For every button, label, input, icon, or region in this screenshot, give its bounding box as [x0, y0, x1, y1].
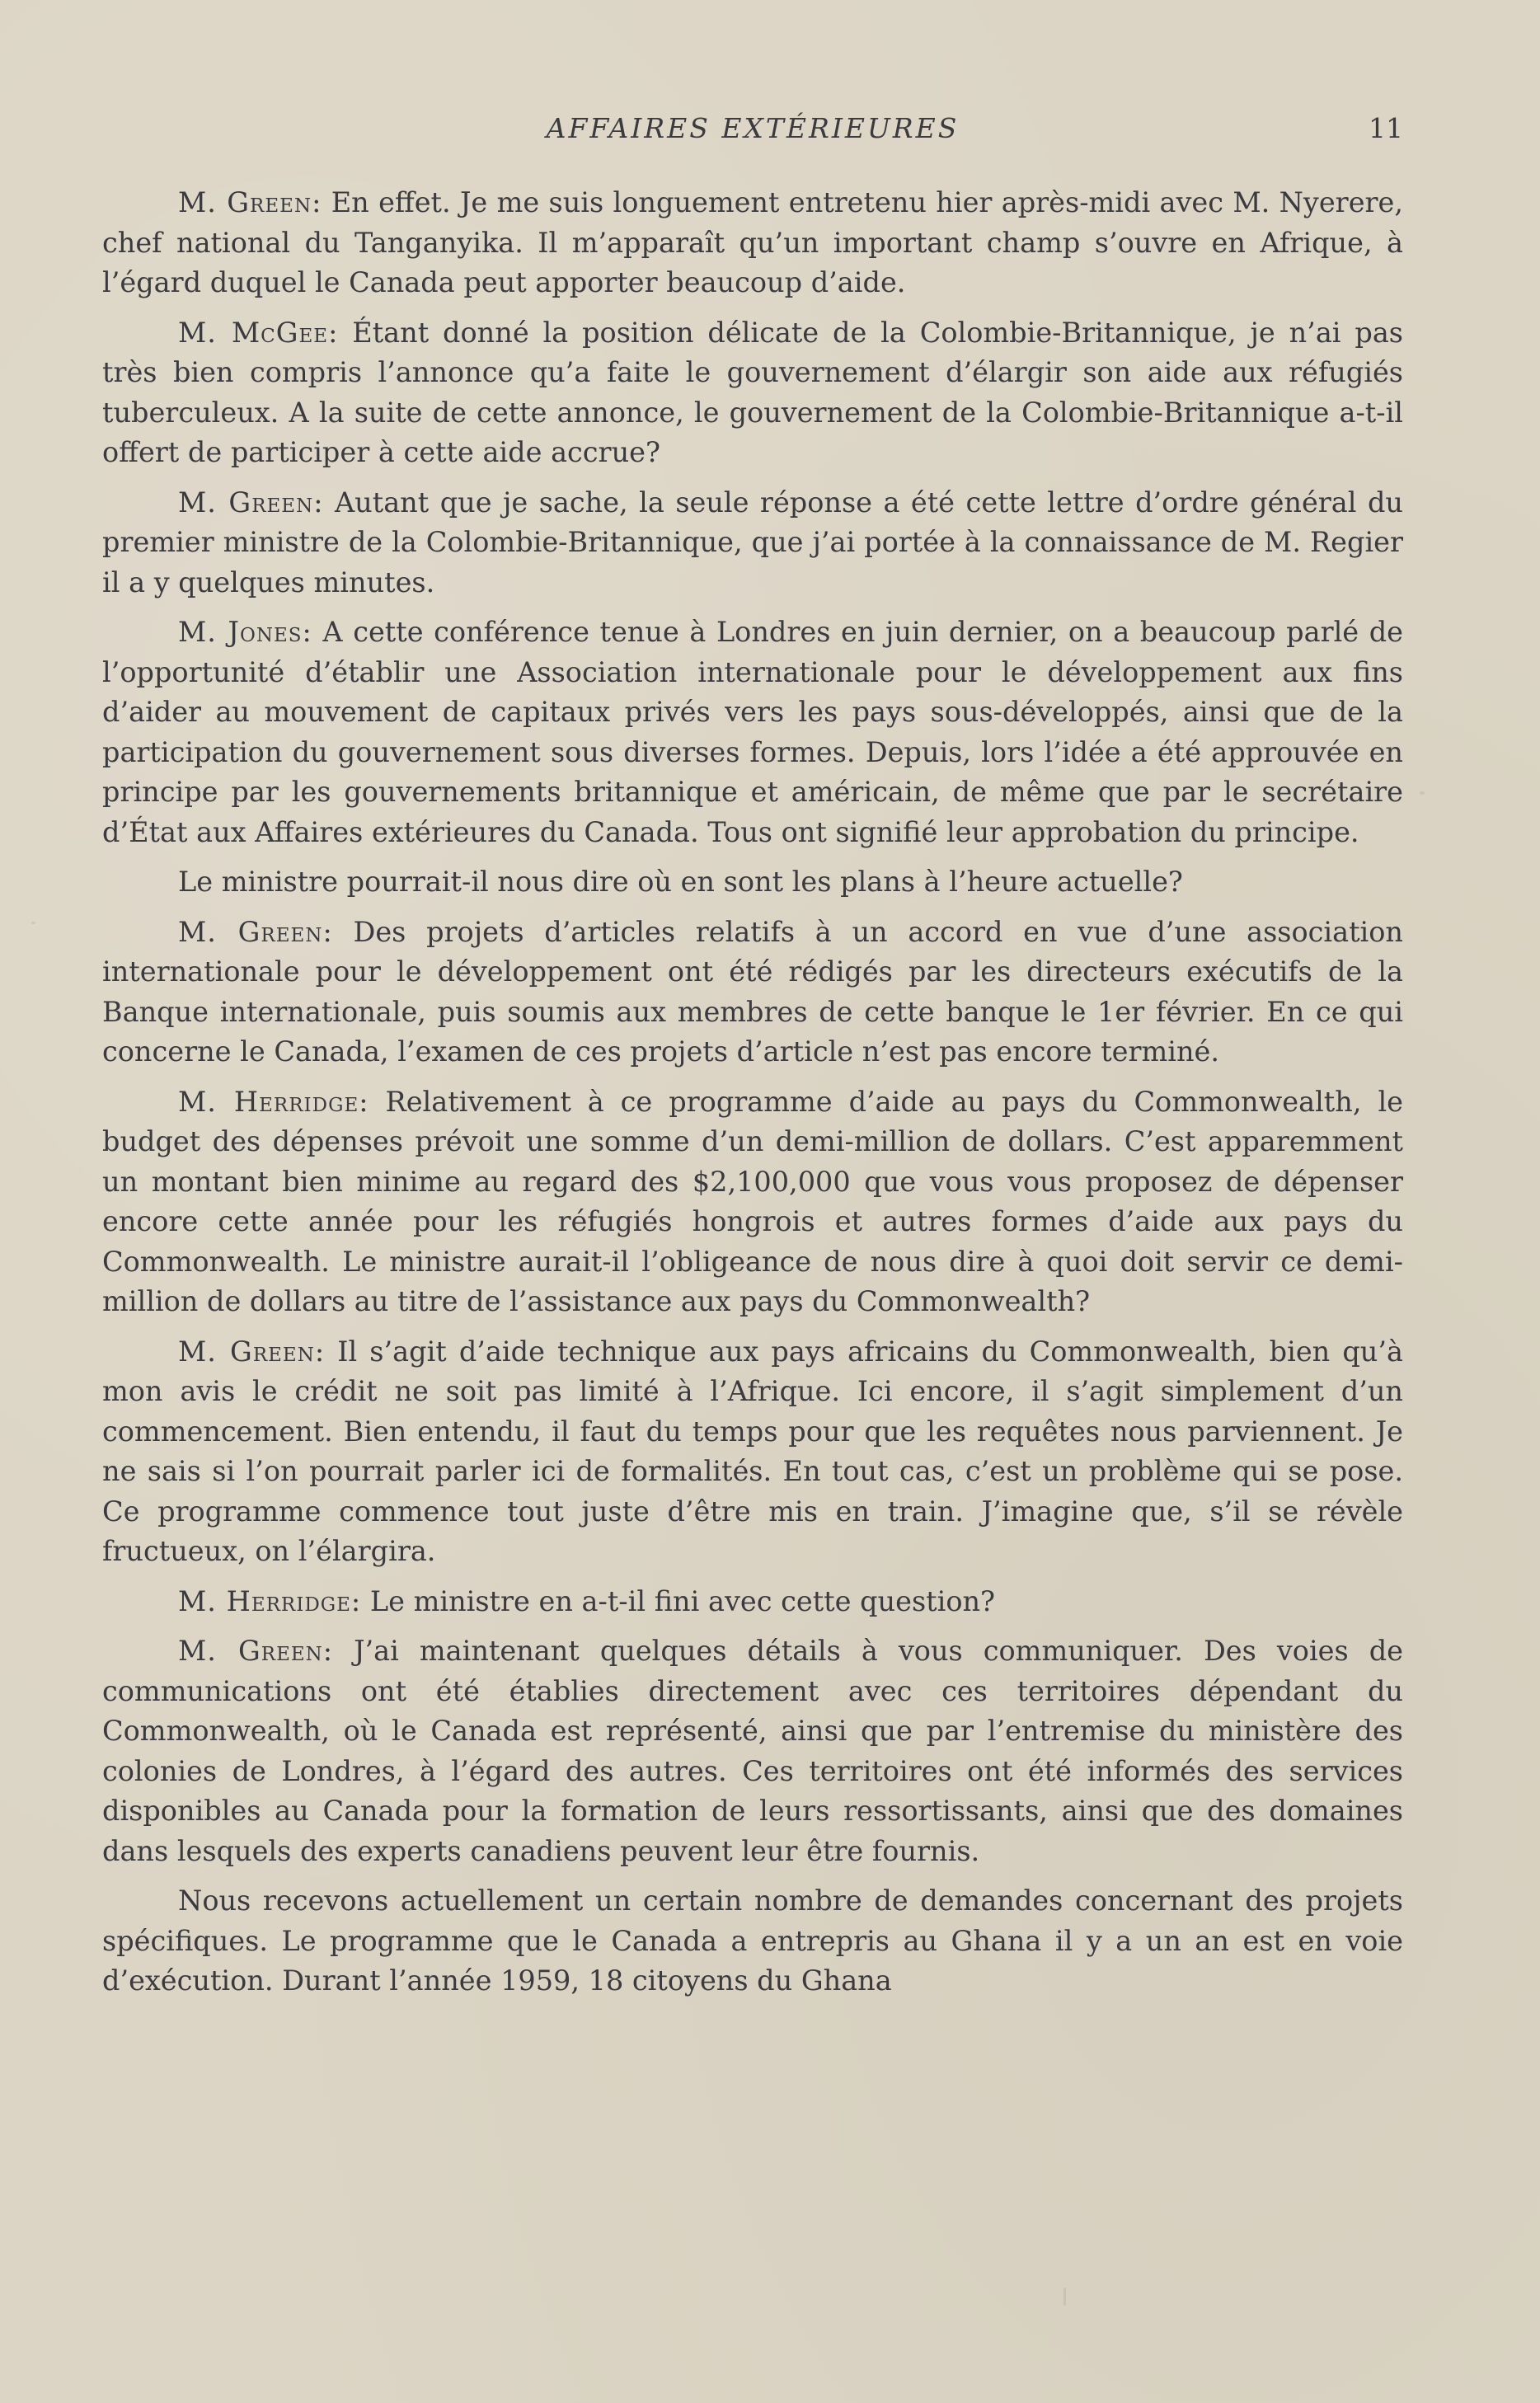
paragraph-text: J’ai maintenant quelques détails à vous communiquer. Des voies de communications ont été établies directement avec ces territoires dépendant du Commonwealth, où le Canada est représenté, ainsi que par l’entremise du ministère des colonies de Londres, à l’égard des autres. Ces territoires ont été informés des services disponibles au Canada pour la formation de leurs ressortissants, ainsi que des domaines dans lesquels des experts canadiens peuvent leur être fournis.	[102, 1635, 1403, 1867]
paragraph-text: Nous recevons actuellement un certain nombre de demandes concernant des projets spécifiques. Le programme que le Canada a entrepris au Ghana il y a un an est en voie d’exécution. Durant l’année 1959, 18 citoyens du Ghana	[102, 1884, 1403, 1997]
running-title: AFFAIRES EXTÉRIEURES	[546, 112, 960, 144]
paper-speck	[31, 922, 35, 924]
paragraph	[102, 1582, 1403, 1622]
paragraph-text: Des projets d’articles relatifs à un accord en vue d’une association internationale pour le développement ont été rédigés par les directeurs exécutifs de la Banque internationale, puis soumis aux membres de cette banque le 1er février. En ce qui concerne le Canada, l’examen de ces projets d’article n’est pas encore terminé.	[102, 915, 1404, 1068]
speaker-name: M. Herridge:	[178, 1085, 369, 1118]
paragraph	[102, 1881, 1403, 2002]
paragraph	[102, 1332, 1403, 1572]
paragraph	[102, 1631, 1403, 1871]
paragraph	[102, 612, 1403, 852]
paragraph	[102, 1082, 1403, 1322]
speaker-name: M. Green:	[178, 486, 324, 519]
paragraph-text: Le ministre pourrait-il nous dire où en sont les plans à l’heure actuelle?	[178, 866, 1183, 898]
paragraph	[102, 483, 1403, 603]
page-number: 11	[1369, 112, 1403, 144]
paper-speck	[1420, 791, 1425, 795]
paragraph	[102, 183, 1403, 303]
body-text	[102, 183, 1403, 2011]
speaker-name: M. Green:	[178, 915, 333, 948]
paragraph-text: Étant donné la position délicate de la Colombie-Britannique, je n’ai pas très bien compris l’annonce qu’a faite le gouvernement d’élargir son aide aux réfugiés tuberculeux. A la suite de cette annonce, le gouvernement de la Colombie-Britannique a-t-il offert de participer à cette aide accrue?	[102, 316, 1404, 468]
paragraph	[102, 862, 1403, 903]
paper-speck	[1063, 2288, 1066, 2306]
speaker-name: M. Herridge:	[178, 1584, 362, 1617]
paragraph	[102, 913, 1403, 1072]
paragraph-text: Relativement à ce programme d’aide au pays du Commonwealth, le budget des dépenses prévoit une somme d’un demi-million de dollars. C’est apparemment un montant bien minime au regard des $2,100,000 que vous vous proposez de dépenser encore cette année pour les réfugiés hongrois et autres formes d’aide aux pays du Commonwealth. Le ministre aurait-il l’obligeance de nous dire à quoi doit servir ce demi-million de dollars au titre de l’assistance aux pays du Commonwealth?	[102, 1085, 1403, 1317]
paragraph-text: Il s’agit d’aide technique aux pays africains du Commonwealth, bien qu’à mon avis le crédit ne soit pas limité à l’Afrique. Ici encore, il s’agit simplement d’un commencement. Bien entendu, il faut du temps pour que les requêtes nous parviennent. Je ne sais si l’on pourrait parler ici de formalités. En tout cas, c’est un problème qui se pose. Ce programme commence tout juste d’être mis en train. J’imagine que, s’il se révèle fructueux, on l’élargira.	[102, 1335, 1403, 1567]
paragraph-text: Le ministre en a-t-il fini avec cette question?	[361, 1584, 996, 1617]
paragraph-text: A cette conférence tenue à Londres en juin dernier, on a beaucoup parlé de l’opportunité d’établir une Association internationale pour le développement aux fins d’aider au mouvement de capitaux privés vers les pays sous-développés, ainsi que de la participation du gouvernement sous diverses formes. Depuis, lors l’idée a été approuvée en principe par les gouvernements britannique et américain, de même que par le secrétaire d’État aux Affaires extérieures du Canada. Tous ont signifié leur approbation du principe.	[102, 616, 1404, 848]
speaker-name: M. Green:	[178, 1335, 326, 1368]
speaker-name: M. Jones:	[178, 616, 312, 648]
speaker-name: M. Green:	[178, 186, 322, 218]
paragraph	[102, 313, 1403, 473]
paragraph-text: En effet. Je me suis longuement entretenu hier après-midi avec M. Nyerere, chef national du Tanganyika. Il m’apparaît qu’un important champ s’ouvre en Afrique, à l’égard duquel le Canada peut apporter beaucoup d’aide.	[102, 186, 1404, 298]
running-header	[102, 106, 1403, 155]
speaker-name: M. Green:	[178, 1635, 334, 1667]
speaker-name: M. McGee:	[178, 316, 339, 349]
paragraph-text: Autant que je sache, la seule réponse a été cette lettre d’ordre général du premier ministre de la Colombie-Britannique, que j’ai portée à la connaissance de M. Regier il a y quelques minutes.	[102, 486, 1403, 598]
